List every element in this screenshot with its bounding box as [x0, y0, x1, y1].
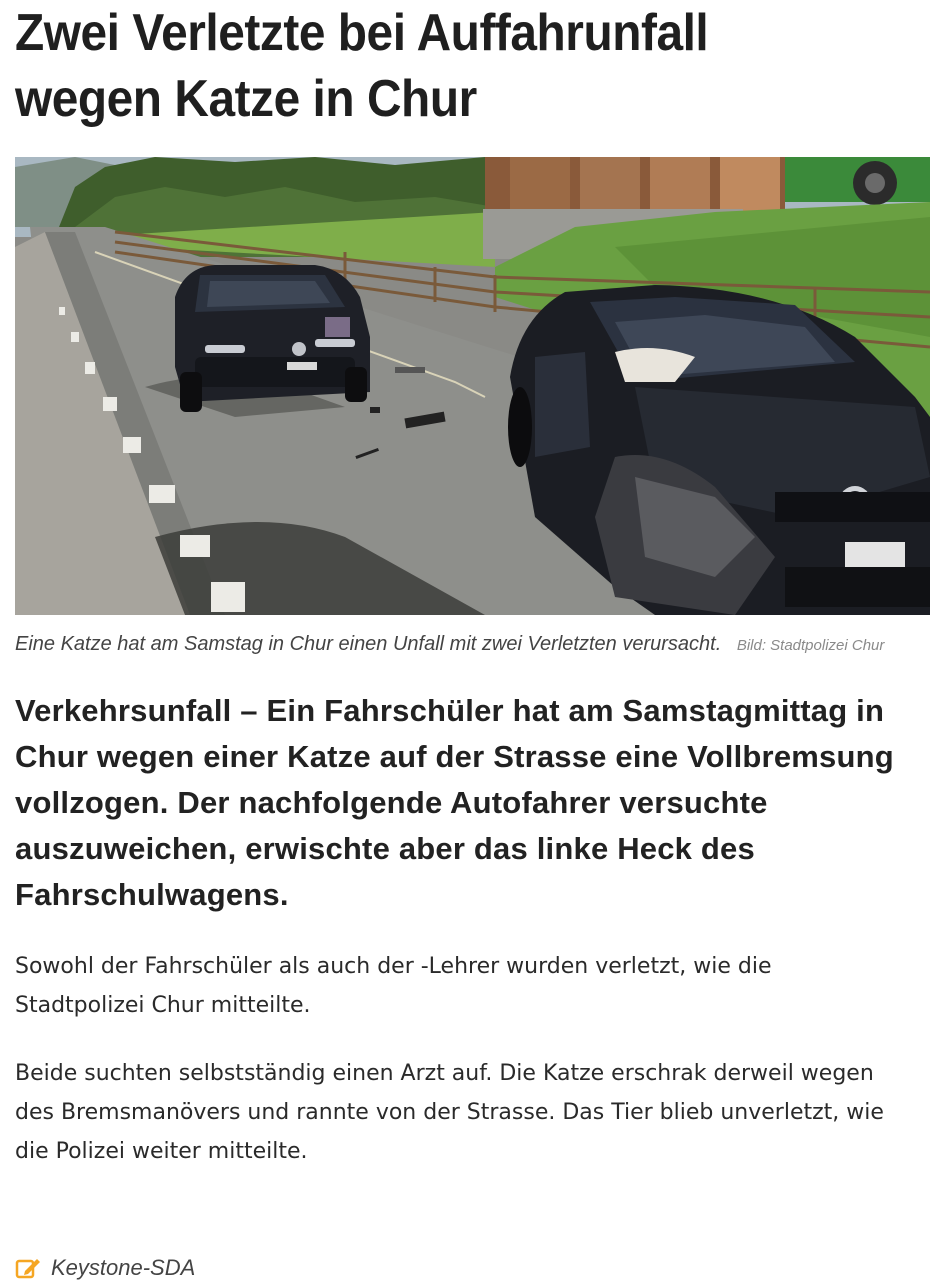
article-photo — [15, 157, 930, 615]
image-caption: Eine Katze hat am Samstag in Chur einen Unfall mit zwei Verletzten verursacht. — [15, 633, 722, 655]
article-headline: Zwei Verletzte bei Auffahrunfall wegen Katze in Chur — [15, 4, 709, 128]
source-label: Keystone-SDA — [51, 1255, 196, 1280]
edit-icon — [15, 1256, 41, 1280]
article-lead: Verkehrsunfall – Ein Fahrschüler hat am Samstagmittag in Chur wegen einer Katze auf der Strasse eine Vollbremsung vollzogen. Der nachfolgende Autofahrer versuchte auszuweichen, erwischte aber das linke Heck des Fahrschulwagens. — [15, 693, 894, 912]
article-paragraph: Beide suchten selbstständig einen Arzt auf. Die Katze erschrak derweil wegen des Bremsmanövers und rannte von der Strasse. Das Tier blieb unverletzt, wie die Polizei weiter mitteilte. — [15, 1061, 884, 1164]
article-paragraph: Sowohl der Fahrschüler als auch der -Lehrer wurden verletzt, wie die Stadtpolizei Chur mitteilte. — [15, 954, 772, 1018]
image-credit: Bild: Stadtpolizei Chur — [736, 637, 885, 654]
image-caption-row — [15, 630, 925, 660]
article-source — [15, 1254, 195, 1282]
